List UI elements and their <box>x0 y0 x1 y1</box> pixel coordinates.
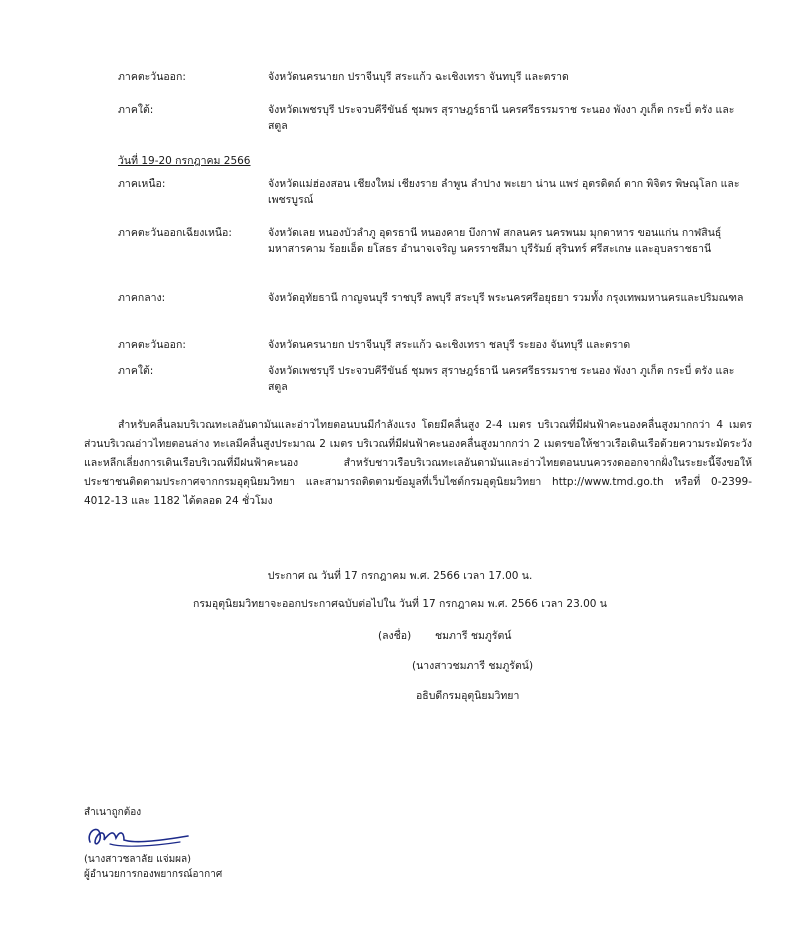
signer-name: ชมภารี ชมภูรัตน์ <box>435 630 512 642</box>
next-issue-line: กรมอุตุนิยมวิทยาจะออกประกาศฉบับต่อไปใน วันที่ 17 กรกฎาคม พ.ศ. 2566 เวลา 23.00 น <box>193 598 607 610</box>
signer-title: อธิบดีกรมอุตุนิยมวิทยา <box>416 690 520 702</box>
signer-fullname: (นางสาวชมภารี ชมภูรัตน์) <box>412 660 534 672</box>
announce-line: ประกาศ ณ วันที่ 17 กรกฎาคม พ.ศ. 2566 เวลา 17.00 น. <box>267 570 533 582</box>
region-provinces: จังหวัดนครนายก ปราจีนบุรี สระแก้ว ฉะเชิงเทรา ชลบุรี ระยอง จันทบุรี และตราด <box>268 339 631 351</box>
region-provinces: จังหวัดเพชรบุรี ประจวบคีรีขันธ์ ชุมพร สุราษฎร์ธานี นครศรีธรรมราช ระนอง พังงา ภูเก็ต กระบี่ ตรัง และสตูล <box>268 365 735 393</box>
region-provinces: จังหวัดอุทัยธานี กาญจนบุรี ราชบุรี ลพบุรี สระบุรี พระนครศรีอยุธยา รวมทั้ง กรุงเทพมหานครและปริมณฑล <box>268 292 744 304</box>
region-label: ภาคกลาง: <box>118 292 166 304</box>
marine-paragraph <box>84 416 752 511</box>
date-heading: วันที่ 19-20 กรกฎาคม 2566 <box>118 155 251 167</box>
signed-label: (ลงชื่อ) <box>378 630 412 642</box>
region-provinces: จังหวัดแม่ฮ่องสอน เชียงใหม่ เชียงราย ลำพูน ลำปาง พะเยา น่าน แพร่ อุตรดิตถ์ ตาก พิจิตร พิษณุโลก และเพชรบูรณ์ <box>268 178 740 206</box>
certified-label: สำเนาถูกต้อง <box>84 807 142 818</box>
region-label: ภาคใต้: <box>118 365 154 377</box>
handwritten-signature <box>84 818 194 854</box>
signature-stroke <box>89 829 188 843</box>
certifier-title: ผู้อำนวยการกองพยากรณ์อากาศ <box>84 869 223 880</box>
region-provinces: จังหวัดนครนายก ปราจีนบุรี สระแก้ว ฉะเชิงเทรา จันทบุรี และตราด <box>268 71 569 83</box>
region-label: ภาคตะวันออก: <box>118 71 186 83</box>
region-label: ภาคตะวันออกเฉียงเหนือ: <box>118 227 232 239</box>
signature-underline <box>110 842 180 846</box>
marine-paragraph-text: สำหรับคลื่นลมบริเวณทะเลอันดามันและอ่าวไทยตอนบนมีกำลังแรง โดยมีคลื่นสูง 2-4 เมตร บริเวณที่มีฝนฟ้าคะนองคลื่นสูงมากกว่า 4 เมตร ส่วนบริเวณอ่าวไทยตอนล่าง ทะเลมีคลื่นสูงประมาณ 2 เมตร บริเวณที่มีฝนฟ้าคะนองคลื่นสูงมากกว่า 2 เมตรขอให้ชาวเรือเดินเรือด้วยความระมัดระวัง และหลีกเลี่ยงการเดินเรือบริเวณที่มีฝนฟ้าคะนอง สำหรับชาวเรือบริเวณทะเลอันดามันและอ่าวไทยตอนบนควรงดออกจากฝั่งในระยะนี้จึงขอให้ประชาชนติดตามประกาศจากกรมอุตุนิยมวิทยา และสามารถติดตามข้อมูลที่เว็บไซต์กรมอุตุนิยมวิทยา http://www.tmd.go.th หรือที่ 0-2399-4012-13 และ 1182 ได้ตลอด 24 ชั่วโมง <box>84 419 752 507</box>
region-provinces: จังหวัดเลย หนองบัวลำภู อุดรธานี หนองคาย บึงกาฬ สกลนคร นครพนม มุกดาหาร ขอนแก่น กาฬสินธุ์ มหาสารคาม ร้อยเอ็ด ยโสธร อำนาจเจริญ นครราชสีมา บุรีรัมย์ สุรินทร์ ศรีสะเกษ และอุบลราชธานี <box>268 227 722 255</box>
region-label: ภาคตะวันออก: <box>118 339 186 351</box>
region-label: ภาคใต้: <box>118 104 154 116</box>
certifier-name: (นางสาวชลาลัย แจ่มผล) <box>84 854 192 865</box>
region-label: ภาคเหนือ: <box>118 178 166 190</box>
region-provinces: จังหวัดเพชรบุรี ประจวบคีรีขันธ์ ชุมพร สุราษฎร์ธานี นครศรีธรรมราช ระนอง พังงา ภูเก็ต กระบี่ ตรัง และสตูล <box>268 104 735 132</box>
